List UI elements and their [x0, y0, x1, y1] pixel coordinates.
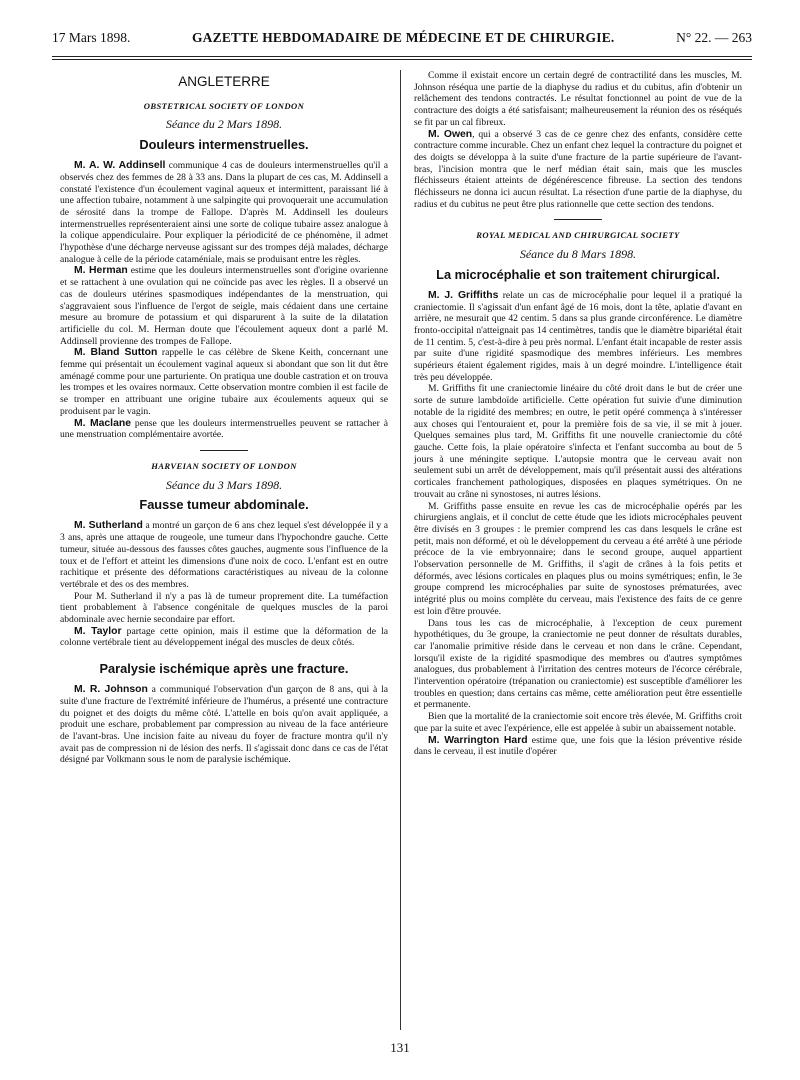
page-reference: N° 22. — 263: [676, 30, 752, 45]
header-rule-top: [52, 56, 752, 57]
right-column: [414, 70, 742, 758]
article-title: Fausse tumeur abdominale.: [139, 497, 309, 513]
paragraph-text: pense que les douleurs intermenstruelles peuvent se rattacher à une menstruation complémentaire avortée.: [60, 417, 388, 441]
speaker-name: M. J. Griffiths: [428, 289, 499, 301]
paragraph-text: communique 4 cas de douleurs intermenstruelles qu'il a observés chez des femmes de 28 à 33 ans. Dans la plupart de ces cas, M. Addinsell a constaté l'existence d'un écoulement vaginal aqueux et intermittent, paraissant lié à une affection tubaire, notamment à une salpingite qui provoquerait une accumulation de sérosité dans la trompe de Fallope. D'après M. Addinsell les douleurs intermenstruelles représenteraient ainsi une sorte de colique tubaire assez analogue à la colique appendiculaire. Pour expliquer la périodicité de ce phénomène, il admet l'hypothèse d'une décharge nerveuse agissant sur des trompes déjà malades, décharge analogue à celle de la période cataméniale, mais se produisant entre les règles.: [60, 160, 388, 265]
article-title: Paralysie ischémique après une fracture.: [99, 661, 349, 677]
header-rule-bottom: [52, 59, 752, 60]
section-separator: [554, 219, 602, 220]
society-heading: ROYAL MEDICAL AND CHIRURGICAL SOCIETY: [476, 230, 680, 241]
paragraph-text: a communiqué l'observation d'un garçon de 8 ans, qui à la suite d'une fracture de l'extrémité inférieure de l'humérus, a présenté une contracture du poignet et des doigts du même côté. L'attelle en bois qu'on avait appliquée, a produit une eschare, probablement par compression au niveau de la face antérieure de l'avant-bras. Une incision faite au niveau du foyer de fracture montra qu'il n'y avait pas de compression ni de lésion des nerfs. Il s'agissait donc dans ce cas de l'état désigné par Volkmann sous le nom de paralysie ischémique.: [60, 684, 389, 766]
article-title: Douleurs intermenstruelles.: [139, 137, 309, 153]
session-date: Séance du 3 Mars 1898.: [165, 477, 283, 492]
paragraph-text: estime que les douleurs intermenstruelles sont d'origine ovarienne et se rattachent à une ovulation qui ne coïncide pas avec les règles. Il a observé un cas de douleurs utérines spasmodiques indépendantes de la menstruation, qui s'aggravaient sous l'influence de l'ergot de seigle, mais cédaient dans une certaine mesure au bromure de potassium et qui disparurent à la suite de la dilatation artificielle du col. M. Herman doute que l'écoulement aqueux dont a parlé M. Addinsell provienne des trompes de Fallope.: [60, 265, 388, 347]
column-divider: [400, 70, 401, 1030]
paragraph: [414, 290, 742, 384]
paragraph-text: a montré un garçon de 6 ans chez lequel s'est développée il y a 3 ans, après une attaque de rougeole, une tumeur dans l'hypochondre gauche. Cette tumeur, située au-dessous des fausses côtes gauches, augmente sous l'influence de la toux et de l'effort et atteint les dimensions d'une noix de coco. L'enfant est en outre rachitique et présente des déformations caractéristiques au niveau de la colonne vertébrale et des os des membres.: [60, 520, 389, 590]
journal-title: GAZETTE HEBDOMADAIRE DE MÉDECINE ET DE CHIRURGIE.: [191, 30, 615, 45]
speaker-name: M. Herman: [74, 265, 128, 277]
speaker-name: M. Owen: [428, 128, 473, 140]
paragraph: Pour M. Sutherland il n'y a pas là de tumeur proprement dite. La tuméfaction tient probablement à l'absence congénitale de quelques muscles de la paroi abdominale avec hernie secondaire par effort.: [60, 590, 388, 626]
paragraph: M. Griffiths fit une craniectomie linéaire du côté droit dans le but de créer une sorte de suture lambdoïde artificielle. Cette opération fut suivie d'une diminution notable de la rigidité des membres; en outre, le petit opéré commença à s'intéresser aux choses qui l'entouraient et, pour la première fois de sa vie, il se mit à jouer. Quelques semaines plus tard, M. Griffiths fit une nouvelle craniectomie du côté gauche. Cette fois, la plaie opératoire s'infecta et l'enfant succomba au bout de 5 jours à une méningite septique. L'autopsie montra que le cerveau avait non seulement subi un arrêt de développement, mais qu'il présentait aussi des altérations corticales franchement pathologiques, disposées en plaques symétriques. On ne trouvait au crâne ni synostoses, ni autres lésions.: [414, 383, 742, 500]
paragraph: [414, 129, 742, 211]
paragraph-text: , qui a observé 3 cas de ce genre chez des enfants, considère cette contracture comme incurable. Chez un enfant chez lequel la contracture du poignet et des doigts se développa à la suite d'une fracture de la partie supérieure de l'avant-bras, l'incision montra que le nerf médian était sain, mais que les muscles fléchisseurs étaient atteints de dégénérescence fibreuse. La section des tendons fléchisseurs ne donna ici aucun résultat. La résection d'une partie de la diaphyse, du radius et du cubitus ne peut être plus rationnelle que cette section des tendons.: [414, 128, 742, 210]
speaker-name: M. Taylor: [74, 625, 122, 637]
paragraph: [60, 347, 388, 417]
speaker-name: M. A. W. Addinsell: [74, 160, 166, 172]
paragraph: Bien que la mortalité de la craniectomie soit encore très élevée, M. Griffiths croit que par la suite et avec l'expérience, elle est appelée à subir un abaissement notable.: [414, 711, 742, 734]
paragraph: [60, 160, 388, 265]
article-title: La microcéphalie et son traitement chirurgical.: [436, 266, 720, 282]
paragraph: Comme il existait encore un certain degré de contractilité dans les muscles, M. Johnson réséqua une partie de la diaphyse du radius et du cubitus, afin d'obtenir un relâchement des tendons contractés. Le résultat fonctionnel au point de vue de la contracture des doigts a été satisfaisant; malheureusement la réunion des os réséqués se fit par un cal fibreux.: [414, 70, 742, 128]
paragraph-text: relate un cas de microcéphalie pour lequel il a pratiqué la craniectomie. Il s'agissait d'un enfant âgé de 16 mois, dont la tête, aplatie d'avant en arrière, ne mesurait que 42 centim. 5 dans sa plus grande circonférence. Le diamètre fronto-occipital n'atteignait pas 14 centimètres, tandis que le diamètre bipariétal était de 11 centim. 5, c'est-à-dire à peu près normal. L'enfant était incapable de rester assis par suite d'une rigidité spasmodique des membres inférieurs. Les membres supérieurs étaient également rigides, mais à un degré moindre. L'intelligence était très peu développée.: [414, 289, 743, 383]
paragraph: Dans tous les cas de microcéphalie, à l'exception de ceux purement hypothétiques, du 3e groupe, la craniectomie ne peut donner de résultats durables, car l'anomalie primitive réside dans le cerveau et non dans le crâne. Cependant, lorsqu'il existe de la rigidité spasmodique des membres ou d'autres symptômes analogues, dus probablement à l'irritation des centres moteurs de l'écorce cérébrale, l'intervention opératoire (trépanation ou craniectomie) est susceptible d'améliorer les troubles en question; dans certains cas même, cette amélioration peut être essentielle et permanente.: [414, 617, 742, 711]
paragraph-text: partage cette opinion, mais il estime que la déformation de la colonne vertébrale tient au développement inégal des muscles de deux côtés.: [60, 625, 388, 649]
paragraph: [60, 418, 388, 441]
left-column: [60, 70, 388, 766]
speaker-name: M. Bland Sutton: [74, 347, 158, 359]
running-head: [52, 30, 752, 52]
session-date: Séance du 2 Mars 1898.: [165, 117, 283, 132]
section-separator: [200, 450, 248, 451]
paragraph: [60, 684, 388, 766]
speaker-name: M. Maclane: [74, 417, 131, 429]
paragraph: [60, 626, 388, 649]
speaker-name: M. Warrington Hard: [428, 734, 528, 746]
paragraph: M. Griffiths passe ensuite en revue les cas de microcéphalie opérés par les chirurgiens anglais, et il conclut de cette étude que les idiots microcéphales peuvent être divisés en 3 groupes : le premier comprend les cas dans lesquels le crâne est petit, mais non déformé, et où le développement du cerveau a été arrêté à une période précoce de la vie embryonnaire; dans le second groupe, auquel appartient l'observation personnelle de M. Griffiths, il s'agit de crânes à la fois petits et déformés, avec lésions corticales en plaques plus ou moins symétriques; enfin, le 3e groupe comprend les microcéphalies par suite de synostoses prématurées, avec intégrité plus ou moins complète du cerveau, mais l'existence des faits de ce genre est loin d'être prouvée.: [414, 500, 742, 617]
section-title: ANGLETERRE: [178, 74, 270, 89]
page-folio: 131: [390, 1040, 410, 1055]
issue-date: 17 Mars 1898.: [52, 30, 131, 45]
session-date: Séance du 8 Mars 1898.: [519, 247, 637, 262]
speaker-name: M. R. Johnson: [74, 684, 148, 696]
paragraph-text: estime que, une fois que la lésion préventive réside dans le cerveau, il est inutile d'opérer: [414, 734, 742, 758]
society-heading: HARVEIAN SOCIETY OF LONDON: [151, 460, 297, 471]
paragraph: [414, 735, 742, 758]
society-heading: OBSTETRICAL SOCIETY OF LONDON: [143, 100, 305, 111]
paragraph-text: rappelle le cas célèbre de Skene Keith, concernant une femme qui présentait un écoulement vaginal aqueux si abondant que son lit dut être aménagé comme pour une parturiente. On pratiqua une double castration et on trouva les trompes et les ovaires normaux. Cette observation montre combien il est facile de se tromper en attribuant une origine tubaire aux écoulements aqueux qui se produisent par le vagin.: [60, 347, 388, 417]
paragraph: [60, 265, 388, 347]
speaker-name: M. Sutherland: [74, 520, 143, 532]
paragraph: [60, 520, 388, 590]
